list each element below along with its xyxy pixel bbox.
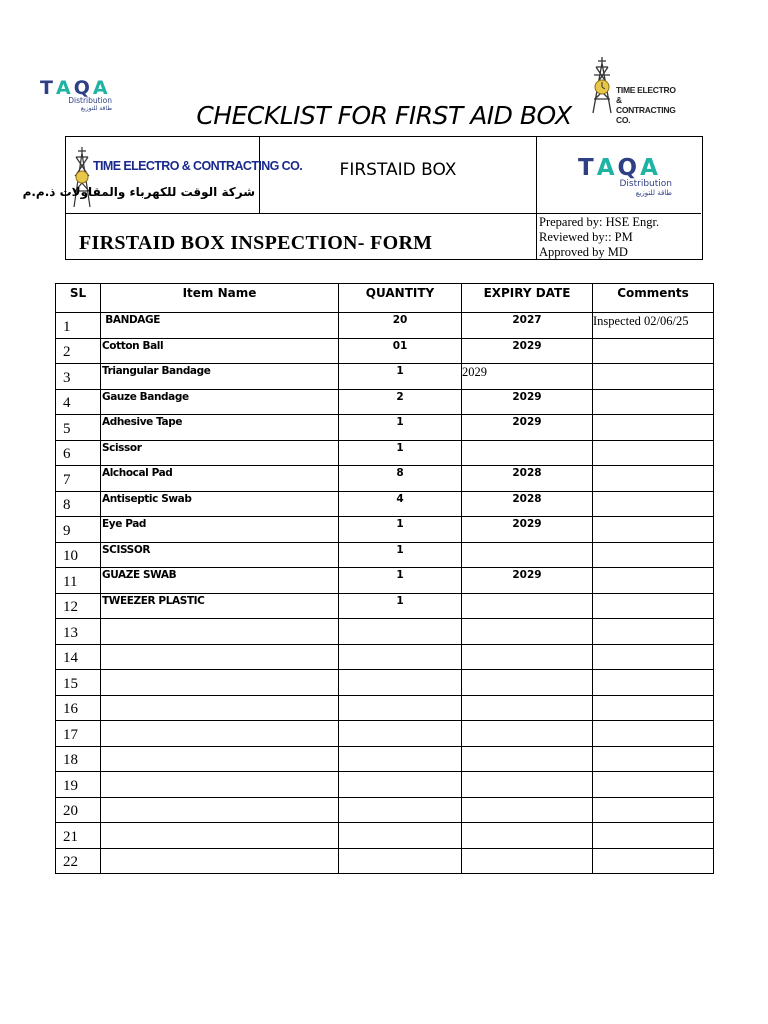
row-comment [593, 542, 714, 568]
row-item-name: Triangular Bandage [101, 364, 339, 390]
table-row [56, 415, 714, 441]
row-comment [593, 593, 714, 619]
row-quantity [339, 848, 462, 874]
row-expiry-date: 2029 [462, 364, 593, 390]
column-header-expiry-date: EXPIRY DATE [462, 284, 593, 313]
row-expiry-date [462, 440, 593, 466]
row-item-name: SCISSOR [101, 542, 339, 568]
column-header-comments: Comments [593, 284, 714, 313]
table-row [56, 670, 714, 696]
taqa-letter-q: Q [73, 77, 91, 99]
table-row [56, 568, 714, 594]
table-row [56, 440, 714, 466]
row-expiry-date: 2029 [462, 568, 593, 594]
row-quantity: 01 [339, 338, 462, 364]
approved-by: Approved by MD [539, 245, 628, 259]
row-sl: 10 [56, 542, 101, 568]
row-comment [593, 415, 714, 441]
reviewed-by: Reviewed by:: PM [539, 230, 633, 244]
column-header-quantity: QUANTITY [339, 284, 462, 313]
row-quantity: 1 [339, 517, 462, 543]
row-comment [593, 517, 714, 543]
row-quantity: 20 [339, 313, 462, 339]
row-item-name [101, 644, 339, 670]
row-quantity: 1 [339, 364, 462, 390]
row-quantity: 1 [339, 542, 462, 568]
row-comment [593, 389, 714, 415]
row-quantity: 8 [339, 466, 462, 492]
column-header-sl: SL [56, 284, 101, 313]
taqa-wordmark [40, 77, 112, 99]
row-expiry-date: 2029 [462, 517, 593, 543]
taqa-letter-a2: A [640, 155, 659, 181]
table-header-row [56, 284, 714, 313]
row-item-name [101, 772, 339, 798]
row-expiry-date [462, 593, 593, 619]
row-expiry-date: 2029 [462, 389, 593, 415]
tower-icon [71, 145, 93, 209]
row-sl: 1 [56, 313, 101, 339]
row-sl: 14 [56, 644, 101, 670]
row-sl: 3 [56, 364, 101, 390]
table-row [56, 797, 714, 823]
row-comment [593, 364, 714, 390]
row-quantity: 1 [339, 568, 462, 594]
items-table-body [56, 313, 714, 874]
table-row [56, 466, 714, 492]
row-sl: 2 [56, 338, 101, 364]
row-quantity [339, 619, 462, 645]
row-item-name [101, 746, 339, 772]
row-expiry-date [462, 542, 593, 568]
taqa-letter-q: Q [617, 155, 639, 181]
row-sl: 12 [56, 593, 101, 619]
taqa-letter-t: T [578, 155, 595, 181]
row-item-name: TWEEZER PLASTIC [101, 593, 339, 619]
row-comment [593, 746, 714, 772]
row-item-name [101, 721, 339, 747]
tower-label-line1: TIME ELECTRO & [616, 85, 676, 105]
row-expiry-date [462, 746, 593, 772]
row-expiry-date: 2028 [462, 466, 593, 492]
row-sl: 6 [56, 440, 101, 466]
table-row [56, 364, 714, 390]
row-sl: 21 [56, 823, 101, 849]
row-quantity [339, 721, 462, 747]
row-sl: 22 [56, 848, 101, 874]
row-quantity: 4 [339, 491, 462, 517]
row-item-name: Antiseptic Swab [101, 491, 339, 517]
row-item-name: Gauze Bandage [101, 389, 339, 415]
row-sl: 17 [56, 721, 101, 747]
table-row [56, 695, 714, 721]
row-comment [593, 797, 714, 823]
row-comment [593, 440, 714, 466]
row-comment [593, 823, 714, 849]
table-row [56, 389, 714, 415]
row-comment [593, 670, 714, 696]
row-sl: 11 [56, 568, 101, 594]
row-item-name: Eye Pad [101, 517, 339, 543]
table-row [56, 644, 714, 670]
header-box [22, 136, 703, 260]
taqa-subtitle: Distribution [619, 179, 672, 189]
column-header-item-name: Item Name [101, 284, 339, 313]
row-quantity [339, 823, 462, 849]
row-expiry-date [462, 797, 593, 823]
row-expiry-date: 2028 [462, 491, 593, 517]
tower-label-line2: CONTRACTING CO. [616, 105, 676, 125]
items-table [55, 283, 714, 874]
row-quantity [339, 695, 462, 721]
row-quantity [339, 670, 462, 696]
row-item-name: BANDAGE [101, 313, 339, 339]
row-comment [593, 568, 714, 594]
row-sl: 20 [56, 797, 101, 823]
table-row [56, 746, 714, 772]
box-title: FIRSTAID BOX [339, 160, 457, 180]
row-item-name [101, 823, 339, 849]
row-expiry-date [462, 823, 593, 849]
row-quantity: 1 [339, 593, 462, 619]
row-sl: 13 [56, 619, 101, 645]
row-sl: 8 [56, 491, 101, 517]
table-row [56, 721, 714, 747]
table-row [56, 313, 714, 339]
row-item-name: Cotton Ball [101, 338, 339, 364]
row-expiry-date: 2029 [462, 338, 593, 364]
row-sl: 4 [56, 389, 101, 415]
taqa-logo-header [578, 155, 672, 197]
row-comment [593, 491, 714, 517]
row-expiry-date [462, 772, 593, 798]
row-expiry-date [462, 721, 593, 747]
prepared-by: Prepared by: HSE Engr. [539, 215, 660, 229]
row-quantity [339, 772, 462, 798]
table-row [56, 491, 714, 517]
row-item-name [101, 848, 339, 874]
header-horizontal-divider [66, 213, 701, 214]
company-logo-cell [22, 143, 303, 209]
form-title: FIRSTAID BOX INSPECTION- FORM [79, 232, 433, 254]
header-vertical-divider-2 [536, 137, 537, 259]
row-expiry-date [462, 619, 593, 645]
taqa-letter-a: A [55, 77, 72, 99]
page-title: CHECKLIST FOR FIRST AID BOX [196, 101, 572, 130]
row-item-name: Scissor [101, 440, 339, 466]
taqa-subtitle-ar: طاقة للتوزيع [635, 189, 672, 197]
row-sl: 9 [56, 517, 101, 543]
row-item-name: Alchocal Pad [101, 466, 339, 492]
taqa-subtitle: Distribution [68, 96, 112, 105]
company-name-en: TIME ELECTRO & CONTRACTING CO. [93, 159, 303, 173]
table-row [56, 823, 714, 849]
taqa-wordmark [578, 155, 672, 181]
taqa-letter-a2: A [92, 77, 109, 99]
table-row [56, 593, 714, 619]
table-row [56, 542, 714, 568]
row-sl: 5 [56, 415, 101, 441]
row-item-name: GUAZE SWAB [101, 568, 339, 594]
row-sl: 16 [56, 695, 101, 721]
taqa-letter-t: T [40, 77, 54, 99]
row-expiry-date: 2029 [462, 415, 593, 441]
table-row [56, 772, 714, 798]
row-sl: 19 [56, 772, 101, 798]
table-row [56, 848, 714, 874]
approval-block [539, 215, 701, 260]
row-sl: 18 [56, 746, 101, 772]
row-quantity [339, 644, 462, 670]
row-item-name [101, 695, 339, 721]
row-expiry-date [462, 670, 593, 696]
row-quantity: 2 [339, 389, 462, 415]
row-item-name [101, 619, 339, 645]
table-row [56, 619, 714, 645]
row-comment [593, 619, 714, 645]
row-comment [593, 721, 714, 747]
row-comment: Inspected 02/06/25 [593, 313, 714, 339]
row-sl: 7 [56, 466, 101, 492]
row-comment [593, 338, 714, 364]
taqa-letter-a: A [596, 155, 616, 181]
row-item-name [101, 797, 339, 823]
row-item-name: Adhesive Tape [101, 415, 339, 441]
row-item-name [101, 670, 339, 696]
row-quantity: 1 [339, 440, 462, 466]
company-name-ar: شركة الوقت للكهرباء والمقاولات ذ.م.م [22, 185, 255, 199]
row-quantity [339, 746, 462, 772]
row-quantity: 1 [339, 415, 462, 441]
row-expiry-date [462, 644, 593, 670]
table-row [56, 338, 714, 364]
row-comment [593, 695, 714, 721]
row-sl: 15 [56, 670, 101, 696]
row-expiry-date [462, 695, 593, 721]
taqa-subtitle-ar: طاقة للتوزيع [80, 105, 112, 112]
row-comment [593, 466, 714, 492]
row-comment [593, 644, 714, 670]
table-row [56, 517, 714, 543]
row-expiry-date: 2027 [462, 313, 593, 339]
row-comment [593, 848, 714, 874]
row-comment [593, 772, 714, 798]
row-expiry-date [462, 848, 593, 874]
row-quantity [339, 797, 462, 823]
